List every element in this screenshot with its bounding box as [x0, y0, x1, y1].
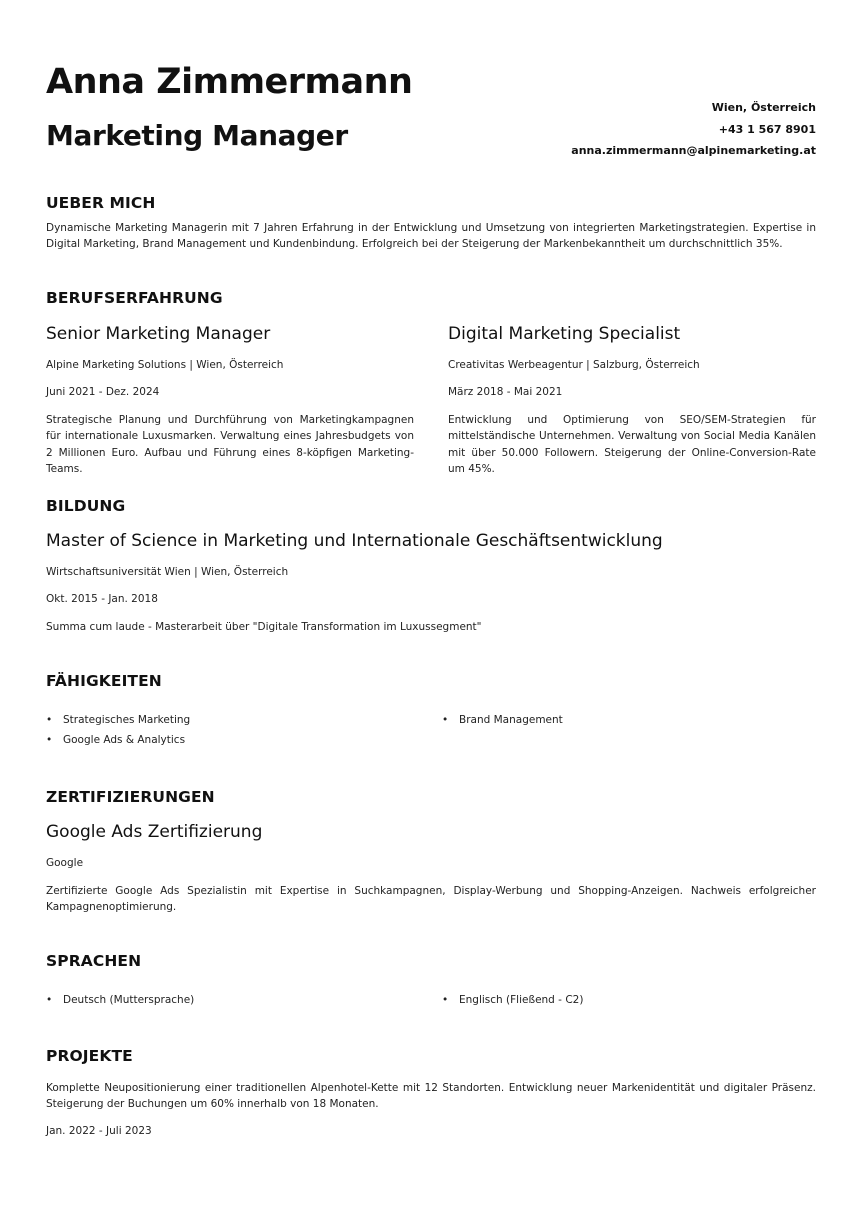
education-dates: Okt. 2015 - Jan. 2018: [46, 593, 158, 605]
section-heading-experience: BERUFSERFAHRUNG: [46, 289, 223, 307]
contact-block: [571, 97, 816, 162]
candidate-name: Anna Zimmermann: [46, 62, 413, 102]
education-note: Summa cum laude - Masterarbeit über "Digitale Transformation im Luxussegment": [46, 621, 482, 633]
bullet-icon: •: [442, 714, 449, 726]
certification-description: Zertifizierte Google Ads Spezialistin mit Expertise in Suchkampagnen, Display-Werbung und Shopping-Anzeigen. Nachweis erfolgreicher Kampagnenoptimierung.: [46, 885, 816, 914]
section-heading-languages: SPRACHEN: [46, 952, 142, 970]
job-description: Strategische Planung und Durchführung von Marketingkampagnen für internationale Luxusmarken. Verwaltung eines Jahresbudgets von 2 Millionen Euro. Aufbau und Führung eines 8-köpfigen Marketing-Teams.: [46, 414, 414, 476]
section-heading-about: UEBER MICH: [46, 194, 156, 212]
language-item: • Englisch (Fließend - C2): [442, 994, 584, 1006]
job-title: Senior Marketing Manager: [46, 324, 271, 344]
project-description: Komplette Neupositionierung einer traditionellen Alpenhotel-Kette mit 12 Standorten. Entwicklung neuer Markenidentität und digitaler Präsenz. Steigerung der Buchungen um 60% innerhalb von 18 Monaten.: [46, 1082, 816, 1111]
section-heading-certifications: ZERTIFIZIERUNGEN: [46, 788, 215, 806]
bullet-icon: •: [46, 714, 53, 726]
bullet-icon: •: [46, 994, 53, 1006]
skill-item: • Brand Management: [442, 714, 563, 726]
project-dates: Jan. 2022 - Juli 2023: [46, 1125, 152, 1137]
education-degree: Master of Science in Marketing und Internationale Geschäftsentwicklung: [46, 531, 663, 551]
certification-issuer: Google: [46, 857, 84, 869]
job-company: Creativitas Werbeagentur | Salzburg, Österreich: [448, 359, 700, 371]
education-school: Wirtschaftsuniversität Wien | Wien, Österreich: [46, 566, 289, 578]
skill-item: • Strategisches Marketing: [46, 714, 191, 726]
bullet-icon: •: [442, 994, 449, 1006]
section-heading-projects: PROJEKTE: [46, 1047, 133, 1065]
job-title: Digital Marketing Specialist: [448, 324, 681, 344]
about-text: Dynamische Marketing Managerin mit 7 Jahren Erfahrung in der Entwicklung und Umsetzung von integrierten Marketingstrategien. Expertise in Digital Marketing, Brand Management und Kundenbindung. Erfolgreich bei der Steigerung der Markenbekanntheit um durchschnittlich 35%.: [46, 222, 816, 251]
bullet-icon: •: [46, 734, 53, 746]
contact-location: Wien, Österreich: [711, 101, 816, 114]
contact-email[interactable]: anna.zimmermann@alpinemarketing.at: [571, 144, 816, 157]
contact-phone: +43 1 567 8901: [718, 122, 816, 136]
job-dates: Juni 2021 - Dez. 2024: [46, 386, 160, 398]
job-company: Alpine Marketing Solutions | Wien, Österreich: [46, 359, 284, 371]
certification-title: Google Ads Zertifizierung: [46, 822, 263, 842]
skill-item: • Google Ads & Analytics: [46, 734, 186, 746]
section-heading-education: BILDUNG: [46, 497, 126, 515]
language-item: • Deutsch (Muttersprache): [46, 994, 195, 1006]
resume-page: [46, 0, 816, 1218]
section-heading-skills: FÄHIGKEITEN: [46, 672, 162, 690]
job-description: Entwicklung und Optimierung von SEO/SEM-Strategien für mittelständische Unternehmen. Verwaltung von Social Media Kanälen mit über 50.000 Followern. Steigerung der Online-Conversion-Rate um 45%.: [448, 414, 816, 476]
job-dates: März 2018 - Mai 2021: [448, 386, 563, 398]
candidate-title: Marketing Manager: [46, 119, 348, 152]
